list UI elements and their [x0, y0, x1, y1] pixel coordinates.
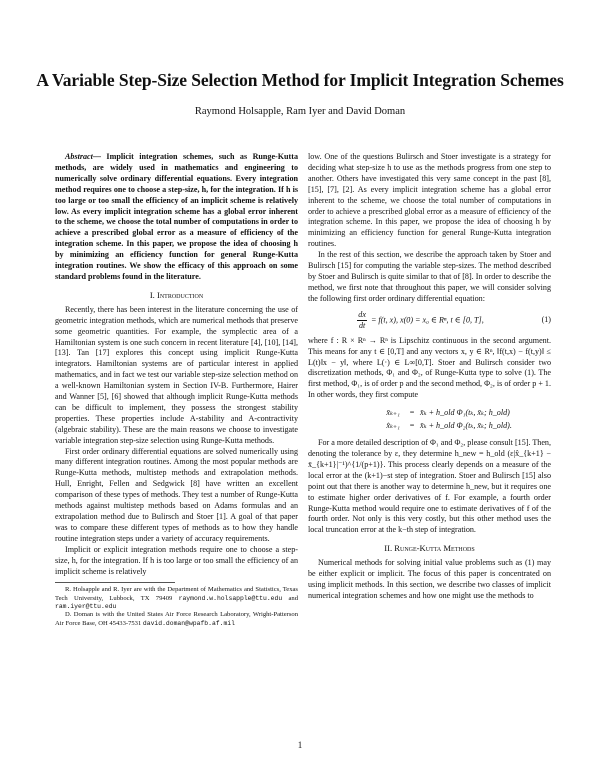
right-paragraph-1: low. One of the questions Bulirsch and Stoer investigate is a strategy for deciding what step-size h to use as the methods progress from one step to another. Others have investigated this very same concept in the past [8], [15], [7], [2]. As every implicit integration scheme has a global error inherent to the scheme, we choose the total number of computations in order to achieve a prescribed global error as a measure of efficiency of the integration scheme. In this paper, we propose the idea of choosing h by minimizing an efficiency function for general Runge-Kutta integration routines. — [308, 152, 551, 249]
right-paragraph-4: For a more detailed description of Φ₁ and Φ₂, please consult [15]. Then, denoting the tolerance by ε, they determine h_new = h_old (ε|x̂_{k+1} − x̄_{k+1}|⁻¹)^{1/(p+1)}. This process clearly depends on a measure of the local error at the (k+1)−st step of integration. Stoer and Bulirsch [15] also point out that there is another way to determine h_new, but it requires one to estimate higher order derivatives of f. For example, a fourth order Runge-Kutta method would require one to estimate derivatives of f of the fourth order. Not only is this very costly, but this other method uses the local truncation error at the k−th step of integration. — [308, 438, 551, 535]
section-heading-runge-kutta: II. Runge-Kutta Methods — [384, 543, 475, 554]
equation-2-row — [308, 419, 551, 432]
equals-sign: = — [409, 421, 415, 431]
paper-title: A Variable Step-Size Selection Method for Implicit Integration Schemes — [36, 70, 564, 90]
equation-2-row-1-lhs: x̄ₖ₊₁ — [386, 408, 400, 418]
abstract-lead: Abstract — [65, 152, 93, 161]
footnote-email-1: raymond.w.holsapple@ttu.edu — [178, 594, 283, 602]
right-paragraph-2: In the rest of this section, we describe the approach taken by Stoer and Bulirsch [15] for computing the variable step-sizes. The method described by Stoer and Bulirsch is quite similar to that of [8]. In order to describe the method, we first note that throughout this paper, we will consider solving the following first order ordinary differential equation: — [308, 250, 551, 303]
right-paragraph-3: where f : R × Rⁿ → Rⁿ is Lipschitz continuous in the second argument. This means for any t ∈ [0,T] and any vectors x, y ∈ Rⁿ, ‖f(t,x) − f(t,y)‖ ≤ L(t)‖x − y‖, where L(·) ∈ L∞[0,T]. Stoer and Bulirsch consider two discretization methods, Φ₁ and Φ₂, of Runge-Kutta type to solve (1). The first method, Φ₁, is of order p and the second method, Φ₂, is of order p + 1. In other words, they first compute — [308, 335, 551, 400]
intro-paragraph-2: First order ordinary differential equations are solved numerically using many different integration routines. Among the most popular methods are Runge-Kutta methods, multistep methods and extrapolation methods. Hull, Enright, Fellen and Sedgwick [8] have written an excellent comparison of these types of methods. They test a number of Runge-Kutta methods against multistep methods based on Adams formulas and an extrapolation method due to Bulirsch and Stoer [1]. A goal of that paper was to compare these different types of methods as to how they handle routine integration steps under a variety of accuracy requirements. — [55, 446, 298, 543]
equation-1-numerator: dx — [358, 309, 366, 319]
equation-2-row-2-rhs: x̄ₖ + h_old Φ₂(tₖ, x̄ₖ; h_old). — [420, 421, 512, 431]
page-number: 1 — [297, 740, 303, 750]
intro-paragraph-1: Recently, there has been interest in the literature concerning the use of geometric integration methods, which are numerical methods that preserve some geometric quantities. For example, the symplectic area of a Hamiltonian system is one such concern in recent literature [4], [10], [14], [13]. Tan [17] explores this concept using implicit Runge-Kutta integrators. Hamiltonian systems are of particular interest in applied mathematics, and in fact we test our variable step-size selection method on a well-known Hamiltonian system in Section IV-B. Furthermore, Hairer and Wanner [5], [6] showed that although implicit Runge-Kutta methods can be difficult to implement, they possess the strongest stability properties. These properties include A-stability and A-contractivity (algebraic stability). These are the main reasons we choose to investigate variable integration step-size selection using Runge-Kutta methods. — [55, 304, 298, 445]
equals-sign: = — [409, 408, 415, 418]
abstract — [55, 152, 298, 283]
equation-1-denominator: dt — [358, 320, 366, 330]
equation-2-row-2-lhs: x̂ₖ₊₁ — [386, 421, 400, 431]
footnote-email-3: david.doman@wpafb.af.mil — [142, 619, 235, 627]
right-column — [308, 152, 551, 602]
abstract-text: — Implicit integration schemes, such as Runge-Kutta methods, are widely used in mathematics and engineering to numerically solve ordinary differential equations. Every integration method requires one to choose a step-size, h, for the integration. If h is too large or too small the efficiency of an implicit scheme is relatively low. As every implicit integration scheme has a global error inherent to the scheme, we choose the total number of computations in order to achieve a prescribed global error as a measure of efficiency of the integration scheme. In this paper, we propose the idea of choosing h by minimizing an efficiency function for general Runge-Kutta integration routines. We show the efficacy of this approach on some standard problems found in the literature. — [55, 152, 298, 281]
left-column — [55, 152, 298, 628]
equation-1-fraction — [357, 310, 367, 331]
footnote-1-text: R. Holsapple and R. Iyer are with the Department of Mathematics and Statistics, Texas Tech University, Lubbock, TX 79409 — [55, 586, 298, 602]
footnote-email-2: ram.iyer@ttu.edu — [55, 603, 117, 611]
footnote-2-text: D. Doman is with the United States Air Force Research Laboratory, Wright-Patterson Air Force Base, OH 45433-7531 — [55, 611, 298, 627]
paper-authors: Raymond Holsapple, Ram Iyer and David Doman — [194, 106, 406, 117]
right-paragraph-5: Numerical methods for solving initial value problems such as (1) may be either explicit or implicit. The focus of this paper is concentrated on using implicit methods. In this section, we describe two classes of implicit numerical integration schemes and how one might use the methods to — [308, 558, 551, 600]
equation-1-number: (1) — [541, 314, 551, 324]
equation-2 — [308, 406, 551, 432]
footnote-2 — [55, 611, 298, 628]
equation-1-body — [308, 310, 533, 331]
equation-1 — [308, 310, 551, 331]
equation-1-rhs: = f(t, x), x(0) = x₀ ∈ Rⁿ, t ∈ [0, T], — [370, 315, 484, 325]
intro-paragraph-3: Implicit or explicit integration methods require one to choose a step-size, h, for the integration. If h is too large or too small the efficiency of an implicit scheme is relatively — [55, 544, 298, 576]
equation-2-row-1-rhs: x̄ₖ + h_old Φ₁(tₖ, x̄ₖ; h_old) — [420, 408, 510, 418]
footnote-1: R. Holsapple and R. Iyer are with the Department of Mathematics and Statistics, Texas Tech University, Lubbock, TX 79409 raymond.w.holsapple@ttu.edu and ram.iyer@ttu.edu — [55, 586, 299, 611]
equation-2-row — [308, 406, 551, 419]
section-heading-introduction: I. Introduction — [149, 289, 204, 300]
